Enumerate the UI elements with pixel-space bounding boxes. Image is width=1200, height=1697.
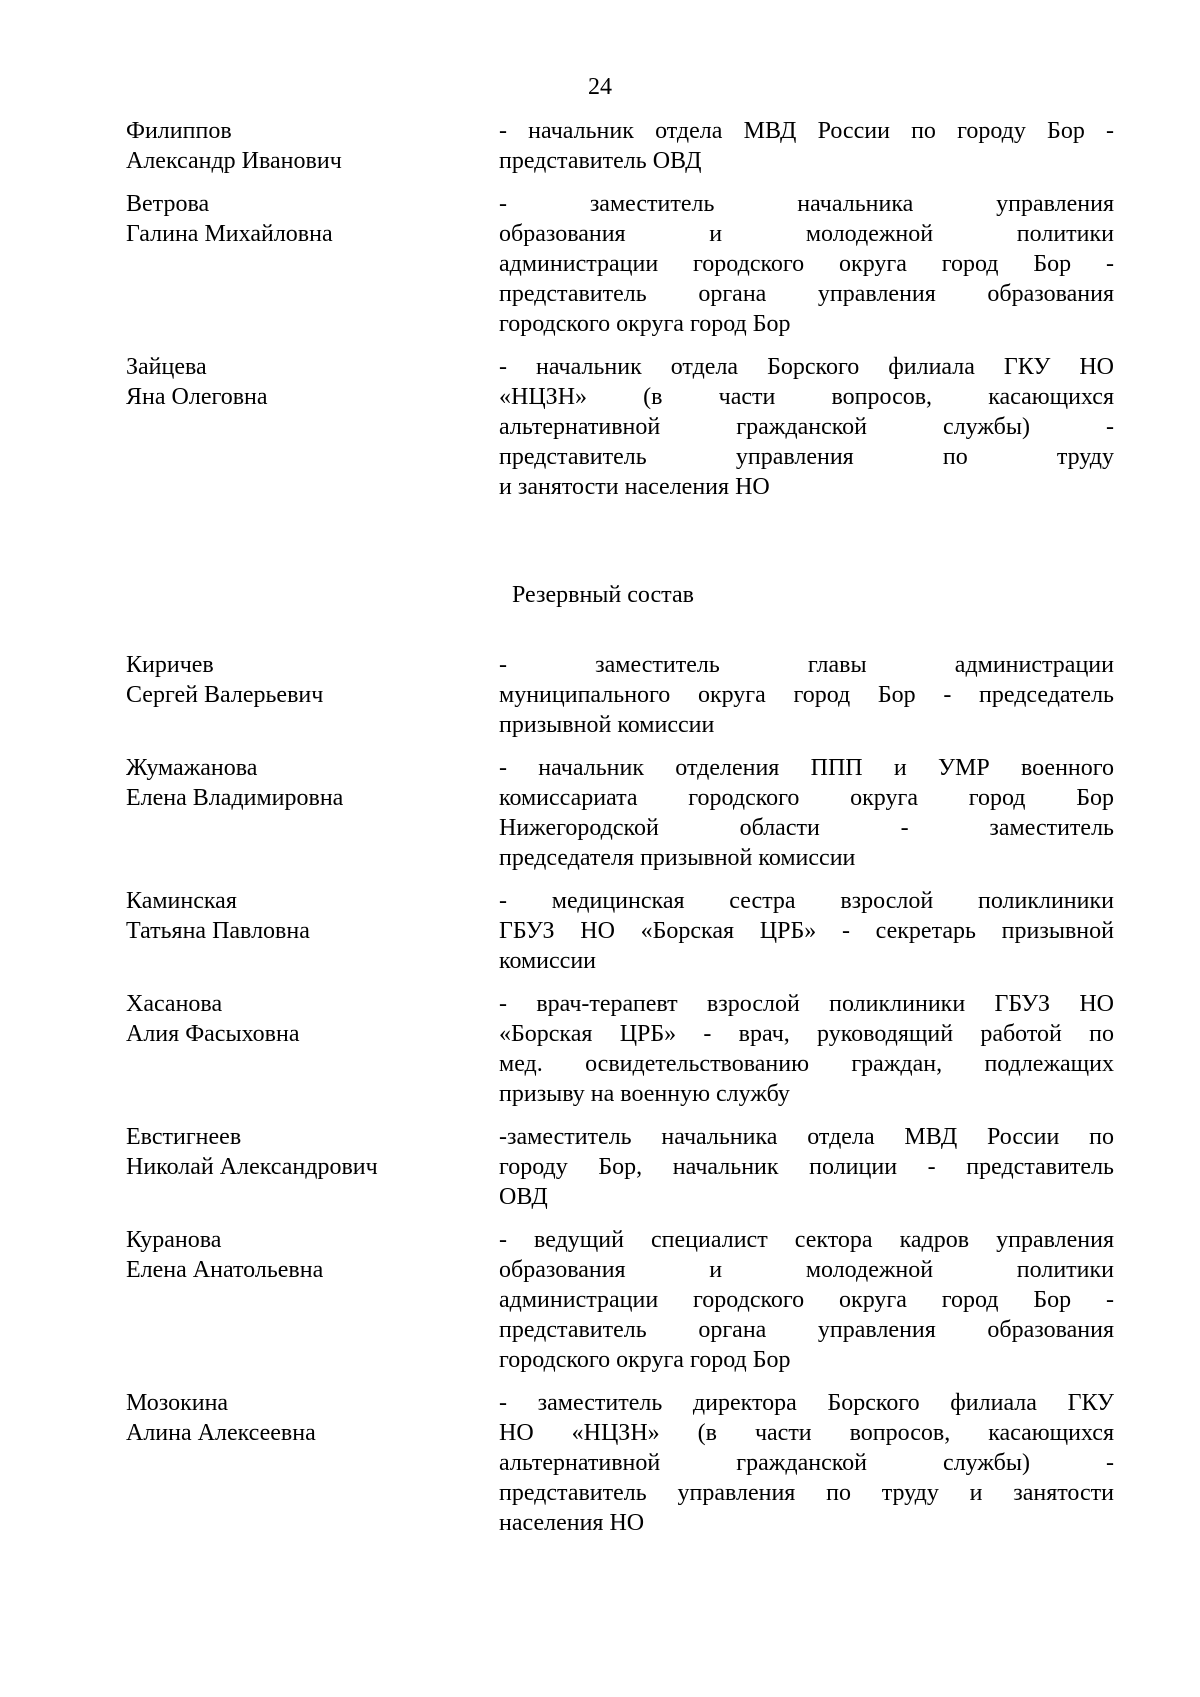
member-entry — [126, 753, 1114, 873]
role-line: - заместитель начальника управления — [499, 191, 1114, 217]
role-line: - ведущий специалист сектора кадров управления — [499, 1227, 1114, 1253]
member-surname: Евстигнеев — [126, 1124, 242, 1150]
member-surname: Киричев — [126, 652, 214, 678]
role-line: городу Бор, начальник полиции - представитель — [499, 1154, 1114, 1180]
role-line: - заместитель директора Борского филиала ГКУ — [499, 1390, 1114, 1416]
role-line: призыву на военную службу — [499, 1081, 790, 1107]
member-role — [499, 1225, 1114, 1375]
member-name — [126, 989, 499, 1109]
member-name — [126, 1225, 499, 1375]
member-role — [499, 650, 1114, 740]
member-name — [126, 1122, 499, 1212]
member-role — [499, 753, 1114, 873]
member-name — [126, 1388, 499, 1538]
role-line: Нижегородской области - заместитель — [499, 815, 1114, 841]
role-line: администрации городского округа город Бор - — [499, 1287, 1114, 1313]
role-line: ОВД — [499, 1184, 548, 1210]
role-line: «Борская ЦРБ» - врач, руководящий работой по — [499, 1021, 1114, 1047]
member-role — [499, 1122, 1114, 1212]
member-given-names: Сергей Валерьевич — [126, 682, 324, 708]
role-line: комиссариата городского округа город Бор — [499, 785, 1114, 811]
role-line: председателя призывной комиссии — [499, 845, 856, 871]
member-given-names: Алина Алексеевна — [126, 1420, 316, 1446]
member-given-names: Елена Владимировна — [126, 785, 344, 811]
role-line: комиссии — [499, 948, 597, 974]
member-surname: Каминская — [126, 888, 237, 914]
member-role — [499, 189, 1114, 339]
page-number: 24 — [588, 74, 612, 100]
role-line: муниципального округа город Бор - председатель — [499, 682, 1114, 708]
role-line: - начальник отдела МВД России по городу Бор - — [499, 118, 1114, 144]
role-line: ГБУЗ НО «Борская ЦРБ» - секретарь призывной — [499, 918, 1114, 944]
member-given-names: Галина Михайловна — [126, 221, 333, 247]
member-name — [126, 116, 499, 176]
role-line: НО «НЦЗН» (в части вопросов, касающихся — [499, 1420, 1114, 1446]
role-line: мед. освидетельствованию граждан, подлежащих — [499, 1051, 1114, 1077]
member-surname: Хасанова — [126, 991, 223, 1017]
member-name — [126, 352, 499, 502]
role-line: -заместитель начальника отдела МВД России по — [499, 1124, 1114, 1150]
role-line: представитель управления по труду — [499, 444, 1114, 470]
reserve-composition-list — [126, 650, 1114, 1551]
member-entry — [126, 886, 1114, 976]
member-entry — [126, 650, 1114, 740]
role-line: и занятости населения НО — [499, 474, 770, 500]
member-given-names: Татьяна Павловна — [126, 918, 310, 944]
role-line: - заместитель главы администрации — [499, 652, 1114, 678]
member-surname: Ветрова — [126, 191, 210, 217]
member-entry — [126, 189, 1114, 339]
main-composition-list — [126, 116, 1114, 515]
member-entry — [126, 352, 1114, 502]
member-role — [499, 116, 1114, 176]
role-line: представитель органа управления образования — [499, 281, 1114, 307]
role-line: - врач-терапевт взрослой поликлиники ГБУЗ НО — [499, 991, 1114, 1017]
member-given-names: Александр Иванович — [126, 148, 342, 174]
role-line: - медицинская сестра взрослой поликлиники — [499, 888, 1114, 914]
member-given-names: Алия Фасыховна — [126, 1021, 300, 1047]
role-line: городского округа город Бор — [499, 1347, 791, 1373]
role-line: - начальник отдела Борского филиала ГКУ НО — [499, 354, 1114, 380]
role-line: - начальник отделения ППП и УМР военного — [499, 755, 1114, 781]
role-line: администрации городского округа город Бор - — [499, 251, 1114, 277]
role-line: городского округа город Бор — [499, 311, 791, 337]
member-name — [126, 650, 499, 740]
role-line: представитель управления по труду и занятости — [499, 1480, 1114, 1506]
member-entry — [126, 1122, 1114, 1212]
role-line: «НЦЗН» (в части вопросов, касающихся — [499, 384, 1114, 410]
role-line: альтернативной гражданской службы) - — [499, 1450, 1114, 1476]
member-surname: Куранова — [126, 1227, 222, 1253]
role-line: населения НО — [499, 1510, 645, 1536]
role-line: представитель ОВД — [499, 148, 702, 174]
role-line: представитель органа управления образования — [499, 1317, 1114, 1343]
member-name — [126, 189, 499, 339]
member-role — [499, 1388, 1114, 1538]
role-line: образования и молодежной политики — [499, 221, 1114, 247]
member-name — [126, 753, 499, 873]
member-surname: Филиппов — [126, 118, 232, 144]
role-line: альтернативной гражданской службы) - — [499, 414, 1114, 440]
role-line: призывной комиссии — [499, 712, 715, 738]
member-entry — [126, 116, 1114, 176]
member-role — [499, 352, 1114, 502]
member-role — [499, 886, 1114, 976]
reserve-section-heading: Резервный состав — [512, 582, 694, 608]
member-surname: Мозокина — [126, 1390, 229, 1416]
member-entry — [126, 989, 1114, 1109]
member-role — [499, 989, 1114, 1109]
member-surname: Зайцева — [126, 354, 207, 380]
role-line: образования и молодежной политики — [499, 1257, 1114, 1283]
member-name — [126, 886, 499, 976]
member-given-names: Николай Александрович — [126, 1154, 378, 1180]
member-surname: Жумажанова — [126, 755, 258, 781]
member-given-names: Яна Олеговна — [126, 384, 268, 410]
member-entry — [126, 1225, 1114, 1375]
member-entry — [126, 1388, 1114, 1538]
member-given-names: Елена Анатольевна — [126, 1257, 324, 1283]
